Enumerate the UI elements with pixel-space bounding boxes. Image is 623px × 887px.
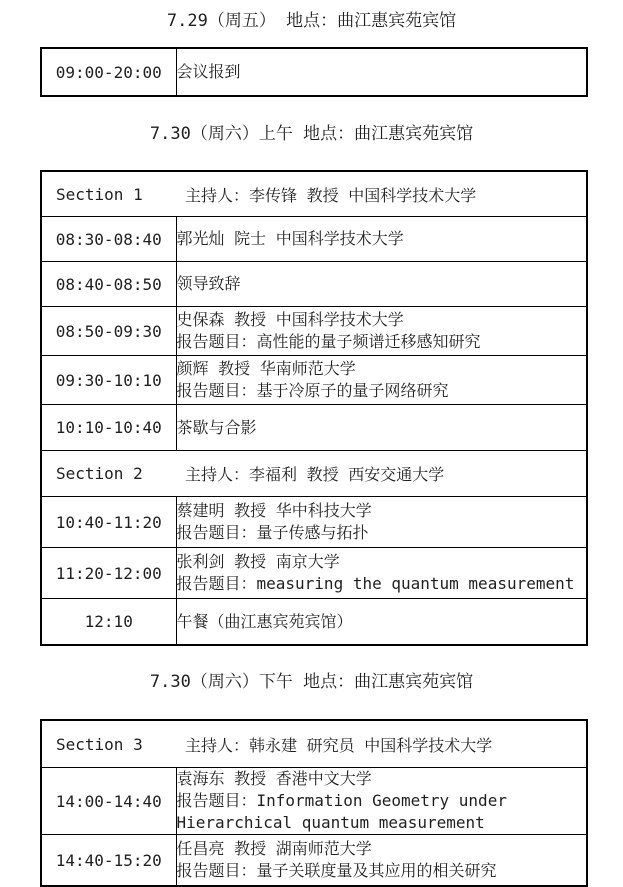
section-label: Section 1 [56, 184, 143, 204]
speaker-text: 颜辉 教授 华南师范大学 [176, 359, 356, 378]
event-cell [176, 48, 587, 96]
event-cell [176, 405, 587, 451]
section-label: Section 2 [56, 464, 143, 483]
time-cell: 08:50-09:30 [41, 307, 176, 356]
event-text: 午餐（曲江惠宾苑宾馆） [176, 611, 353, 631]
time-cell: 09:00-20:00 [41, 48, 176, 96]
table-row [41, 548, 587, 599]
table-row [41, 599, 587, 646]
event-cell [176, 768, 587, 835]
event-cell [176, 356, 587, 405]
speaker-text: 张利剑 教授 南京大学 [176, 552, 340, 571]
section-label: Section 3 [56, 734, 143, 754]
event-text: 郭光灿 院士 中国科学技术大学 [176, 229, 404, 248]
table-row [41, 835, 587, 887]
table-row [41, 768, 587, 835]
session-chair: 主持人：李传锋 教授 中国科学技术大学 [185, 185, 477, 205]
heading-day2-afternoon: 7.30（周六）下午 地点：曲江惠宾苑宾馆 [149, 672, 474, 692]
speaker-text: 任昌亮 教授 湖南师范大学 [176, 839, 372, 858]
table-row [41, 405, 587, 451]
time-cell: 14:40-15:20 [41, 835, 176, 887]
event-cell [176, 217, 587, 262]
table-row [41, 48, 587, 96]
time-cell: 09:30-10:10 [41, 356, 176, 405]
speaker-text: 史保森 教授 中国科学技术大学 [176, 310, 404, 329]
event-cell [176, 548, 587, 599]
event-cell [176, 262, 587, 307]
table-row [41, 307, 587, 356]
heading-day2-morning: 7.30（周六）上午 地点：曲江惠宾苑宾馆 [149, 124, 474, 144]
time-cell: 08:30-08:40 [41, 217, 176, 262]
talk-title-text: 报告题目：量子传感与拓扑 [176, 523, 369, 542]
talk-title-text-2: Hierarchical quantum measurement [176, 813, 485, 832]
table-row-section [41, 171, 587, 217]
session-chair: 主持人：韩永建 研究员 中国科学技术大学 [185, 735, 493, 755]
event-text: 领导致辞 [176, 274, 241, 293]
event-text: 茶歇与合影 [176, 417, 257, 437]
event-cell [176, 599, 587, 646]
schedule-table-day2-morning [40, 170, 588, 646]
time-cell: 11:20-12:00 [41, 548, 176, 599]
speaker-text: 蔡建明 教授 华中科技大学 [176, 501, 372, 520]
time-cell: 10:40-11:20 [41, 497, 176, 548]
event-cell [176, 497, 587, 548]
table-row [41, 262, 587, 307]
event-cell [176, 307, 587, 356]
speaker-text: 袁海东 教授 香港中文大学 [176, 769, 372, 788]
talk-title-text: 报告题目：Information Geometry under [176, 791, 507, 810]
time-cell: 10:10-10:40 [41, 405, 176, 451]
table-row [41, 217, 587, 262]
session-header-cell [41, 171, 587, 217]
time-cell: 14:00-14:40 [41, 768, 176, 835]
time-cell: 12:10 [41, 599, 176, 646]
session-chair: 主持人：李福利 教授 西安交通大学 [185, 465, 445, 484]
event-text: 会议报到 [176, 62, 241, 81]
time-cell: 08:40-08:50 [41, 262, 176, 307]
table-row [41, 356, 587, 405]
talk-title-text: 报告题目：量子关联度量及其应用的相关研究 [176, 861, 497, 880]
table-row-section [41, 720, 587, 768]
session-header-cell [41, 451, 587, 497]
heading-day1: 7.29（周五） 地点：曲江惠宾苑宾馆 [166, 11, 457, 31]
talk-title-text: 报告题目：基于冷原子的量子网络研究 [176, 381, 449, 400]
event-cell [176, 835, 587, 887]
talk-title-text: 报告题目：measuring the quantum measurement [176, 574, 575, 593]
talk-title-text: 报告题目：高性能的量子频谱迁移感知研究 [176, 332, 481, 351]
table-row [41, 497, 587, 548]
schedule-table-day1 [40, 47, 588, 97]
table-row-section [41, 451, 587, 497]
session-header-cell [41, 720, 587, 768]
schedule-table-day2-afternoon [40, 719, 588, 887]
